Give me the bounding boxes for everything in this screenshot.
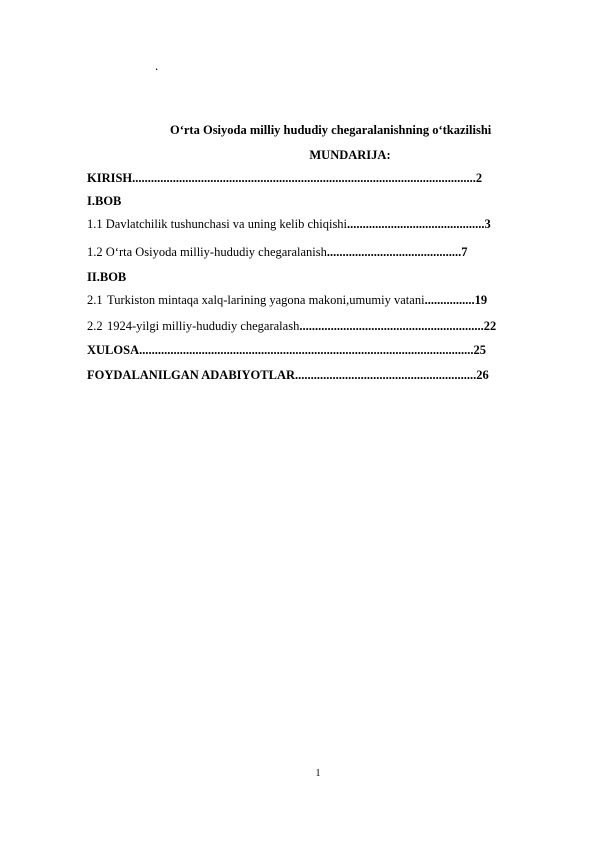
stray-dot: .: [155, 58, 159, 73]
toc-entry-adabiyotlar[interactable]: [87, 368, 489, 382]
toc-entry-label: FOYDALANILGAN ADABIYOTLAR: [87, 368, 296, 382]
toc-page-number: 2: [475, 171, 483, 185]
document-title: O‘rta Osiyoda milliy hududiy chegaralanishning o‘tkazilishi: [170, 123, 492, 137]
toc-entry-label: KIRISH: [87, 171, 133, 185]
toc-page-number: 19: [474, 293, 488, 307]
toc-leader: ..........................................................: [295, 368, 477, 382]
toc-entry-1-1[interactable]: [87, 217, 491, 231]
toc-leader: ...........................................................................................................: [139, 343, 474, 357]
toc-leader: ...........................................: [326, 245, 462, 259]
toc-page-number: 22: [483, 319, 497, 333]
page-number: 1: [315, 768, 321, 779]
toc-page-number: 25: [473, 343, 486, 357]
toc-entry-label: 1924-yilgi milliy-hududiy chegaralash: [107, 319, 300, 333]
toc-leader: ............................................: [347, 217, 485, 231]
toc-entry-1-2[interactable]: [87, 245, 468, 259]
toc-entry-number: 2.2: [87, 319, 103, 333]
toc-chapter-2: II.BOB: [87, 270, 127, 284]
toc-entry-label: 1.2 O‘rta Osiyoda milliy-hududiy chegaralanish: [87, 245, 327, 259]
toc-page-number: 7: [461, 245, 468, 259]
toc-leader: ................: [424, 293, 475, 307]
toc-chapter-1: I.BOB: [87, 194, 122, 208]
toc-entry-kirish[interactable]: [87, 171, 482, 185]
toc-heading: MUNDARIJA:: [309, 148, 391, 162]
toc-page-number: 3: [484, 217, 491, 231]
toc-leader: ...........................................................: [299, 319, 484, 333]
toc-entry-label: XULOSA: [87, 343, 140, 357]
toc-entry-number: 2.1: [87, 293, 103, 307]
toc-entry-2-1[interactable]: [87, 293, 487, 307]
toc-entry-xulosa[interactable]: [87, 343, 486, 357]
toc-leader: ..............................................................................................................: [132, 171, 476, 185]
toc-entry-label: Turkiston mintaqa xalq-larining yagona makoni,umumiy vatani: [107, 293, 425, 307]
toc-entry-label: 1.1 Davlatchilik tushunchasi va uning kelib chiqishi: [87, 217, 348, 231]
toc-entry-2-2[interactable]: [87, 319, 496, 333]
toc-page-number: 26: [476, 368, 489, 382]
